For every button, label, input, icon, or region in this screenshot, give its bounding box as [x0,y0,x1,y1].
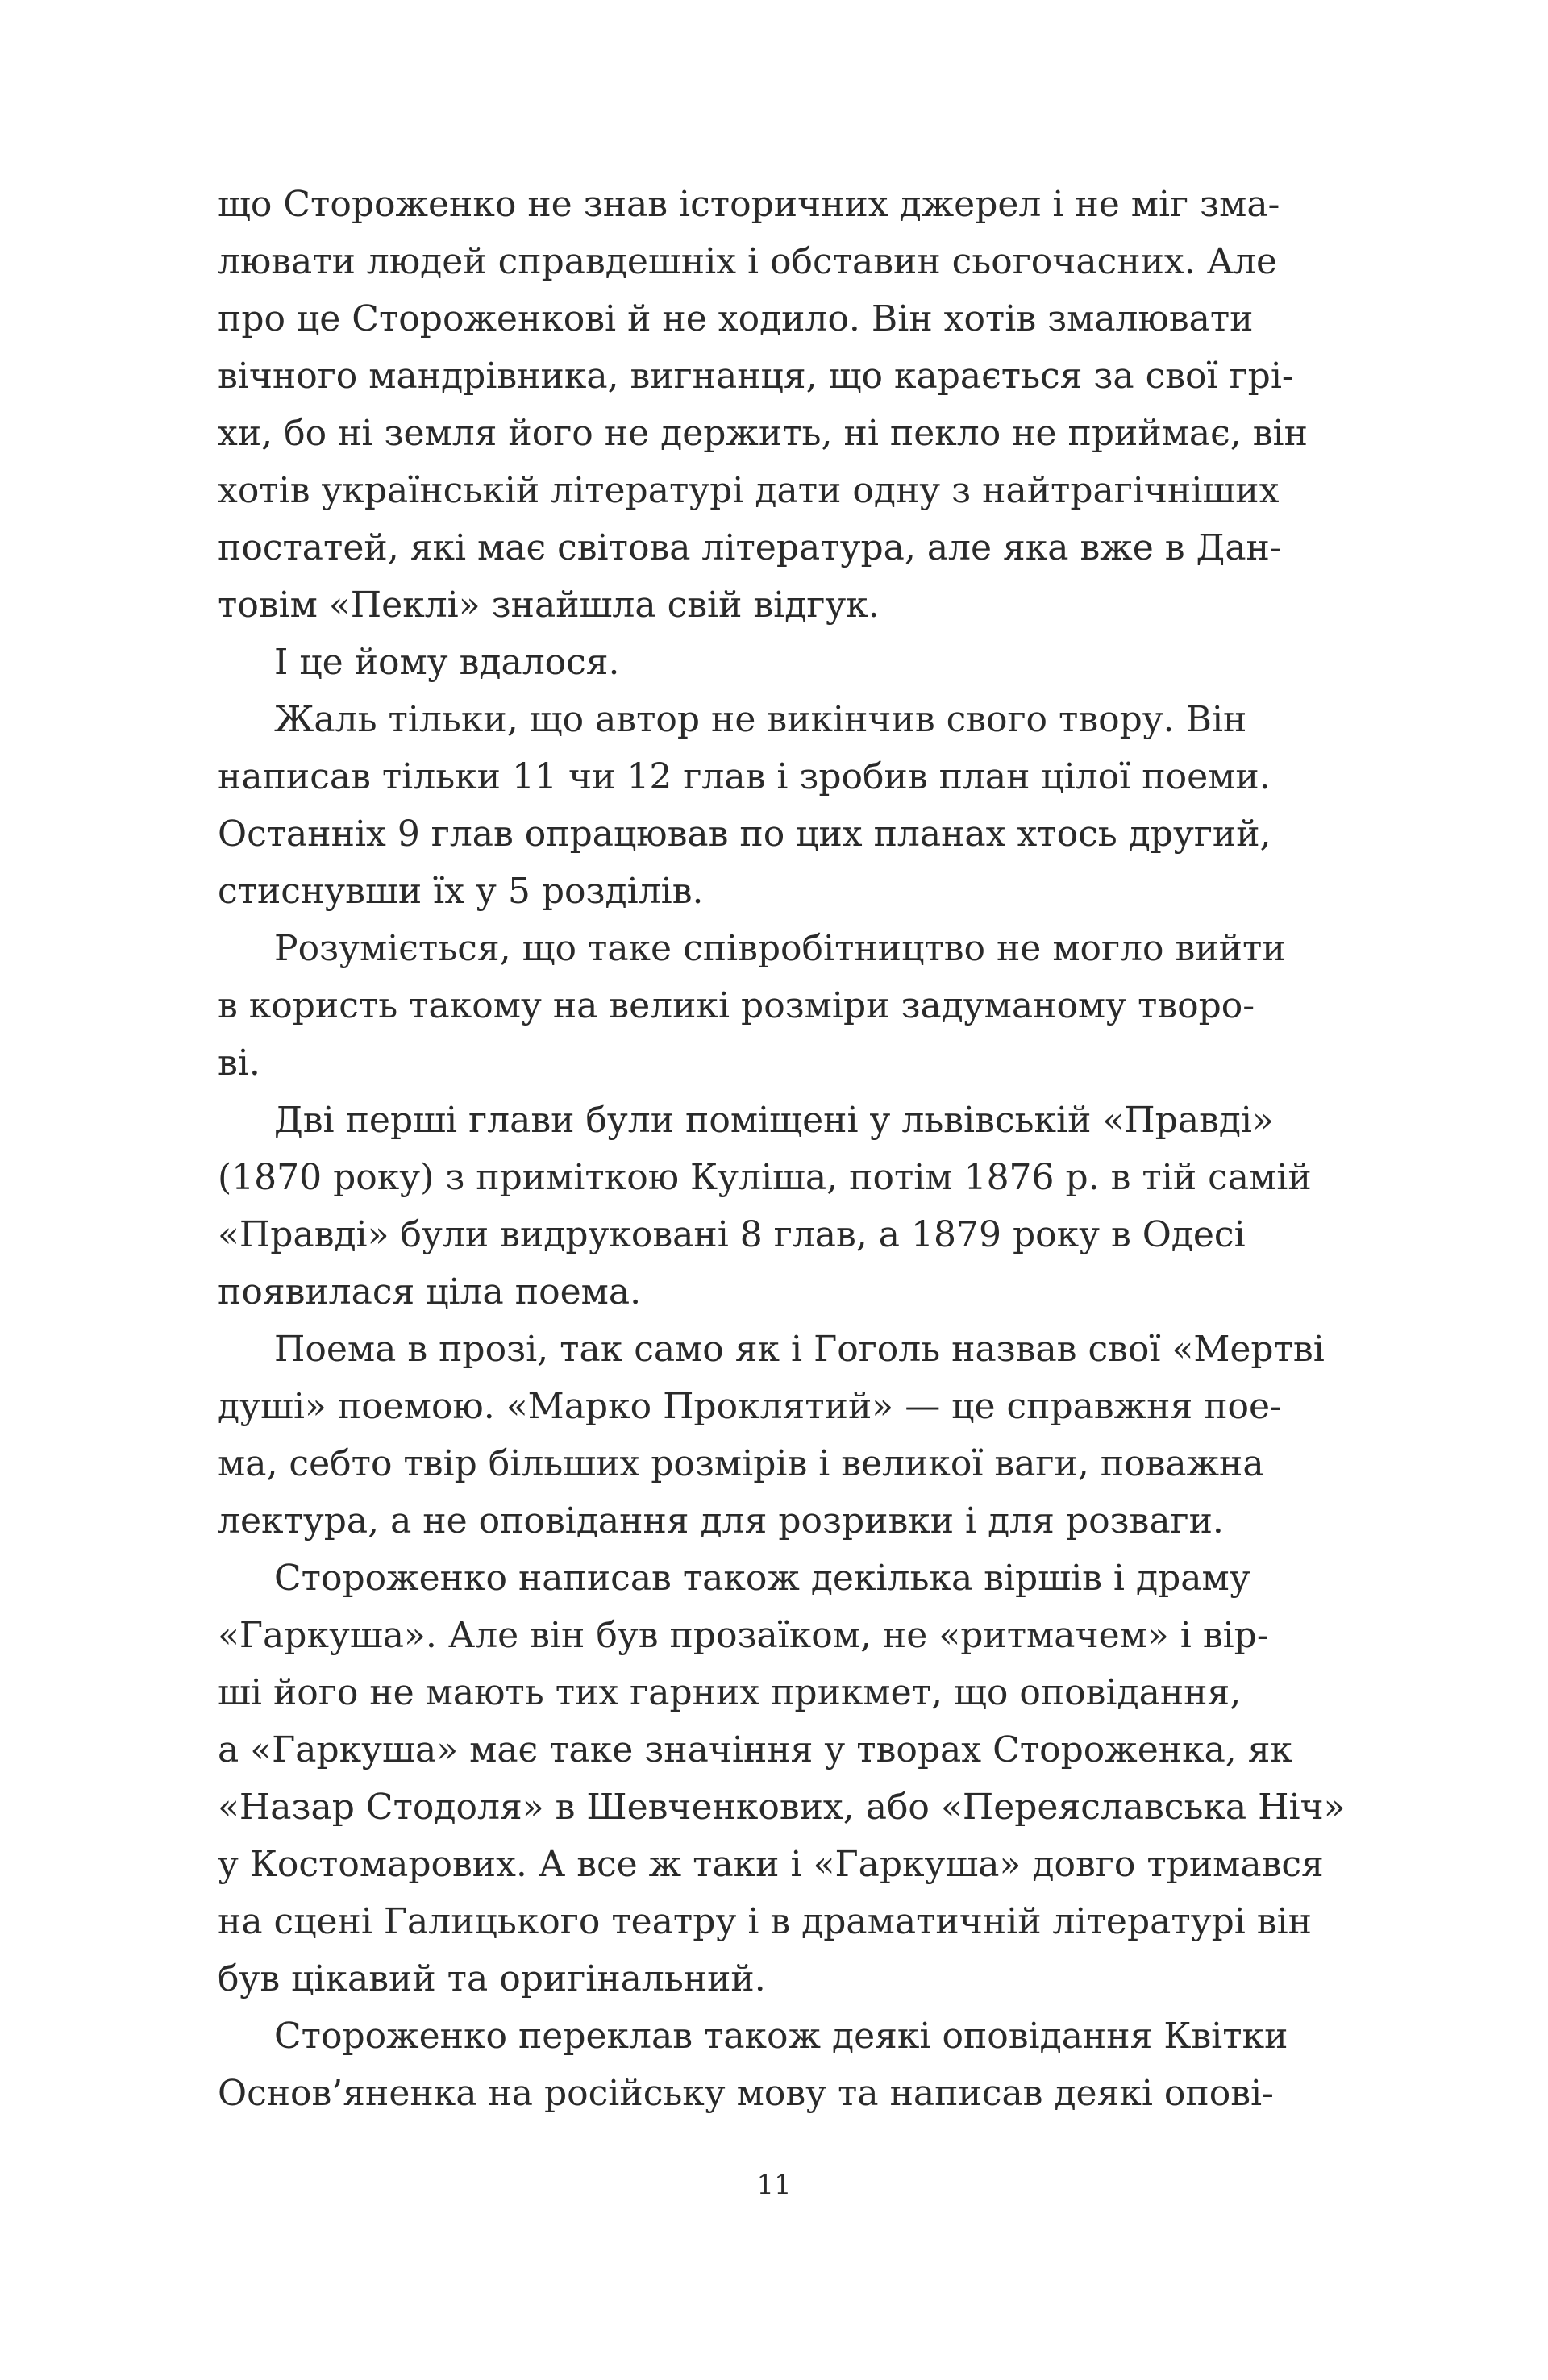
text-line: «Назар Стодоля» в Шевченкових, або «Переяславська Ніч» [218,1787,1346,1828]
text-line: «Правді» були видруковані 8 глав, а 1879 року в Одесі [218,1214,1246,1255]
text-line: а «Гаркуша» має таке значіння у творах Стороженка, як [218,1729,1293,1770]
text-line: Стороженко переклав також деякі оповідання Квітки [274,2016,1288,2057]
text-line: Стороженко написав також декілька віршів і драму [274,1558,1250,1599]
text-line: був цікавий та оригінальний. [218,1958,766,1999]
text-line: ві. [218,1042,260,1084]
text-line: написав тільки 11 чи 12 глав і зробив план цілої поеми. [218,756,1271,797]
text-line: в користь такому на великі розміри задуманому творо- [218,985,1255,1026]
text-line: хи, бо ні земля його не держить, ні пекло не приймає, він [218,413,1308,454]
text-line: Розуміється, що таке співробітництво не могло вийти [274,928,1286,969]
text-line: ші його не мають тих гарних прикмет, що оповідання, [218,1672,1242,1713]
text-line: постатей, які має світова література, але яка вже в Дан- [218,527,1282,568]
text-line: Поема в прозі, так само як і Гоголь назвав свої «Мертві [274,1329,1325,1370]
text-line: появилася ціла поема. [218,1271,642,1313]
text-line: «Гаркуша». Але він був прозаїком, не «ритмачем» і вір- [218,1615,1269,1656]
text-line: про це Стороженкові й не ходило. Він хотів змалювати [218,298,1254,339]
text-line: Останніх 9 глав опрацював по цих планах хтось другий, [218,813,1271,855]
text-line: душі» поемою. «Марко Проклятий» — це справжня пое- [218,1386,1282,1427]
text-line: хотів українській літературі дати одну з найтрагічніших [218,470,1280,511]
text-line: лювати людей справдешніх і обставин сьогочасних. Але [218,241,1278,282]
text-line: І це йому вдалося. [274,642,620,683]
page-number: 11 [756,2169,792,2201]
text-line: вічного мандрівника, вигнанця, що карається за свої грі- [218,356,1294,397]
body-text [218,176,1346,2122]
text-line: ма, себто твір більших розмірів і великої ваги, поважна [218,1443,1264,1484]
text-line: що Стороженко не знав історичних джерел і не міг зма- [218,184,1280,225]
text-line: товім «Пеклі» знайшла свій відгук. [218,585,880,626]
text-line: стиснувши їх у 5 розділів. [218,871,704,912]
text-line: у Костомарових. А все ж таки і «Гаркуша» довго тримався [218,1844,1324,1885]
text-line: Дві перші глави були поміщені у львівській «Правді» [274,1100,1274,1141]
text-line: Основ’яненка на російську мову та написав деякі опові- [218,2073,1274,2114]
text-line: (1870 року) з приміткою Куліша, потім 1876 р. в тій самій [218,1157,1312,1198]
text-line: на сцені Галицького театру і в драматичній літературі він [218,1901,1312,1942]
text-line: лектура, а не оповідання для розривки і для розваги. [218,1500,1224,1542]
text-line: Жаль тільки, що автор не викінчив свого твору. Він [274,699,1247,740]
